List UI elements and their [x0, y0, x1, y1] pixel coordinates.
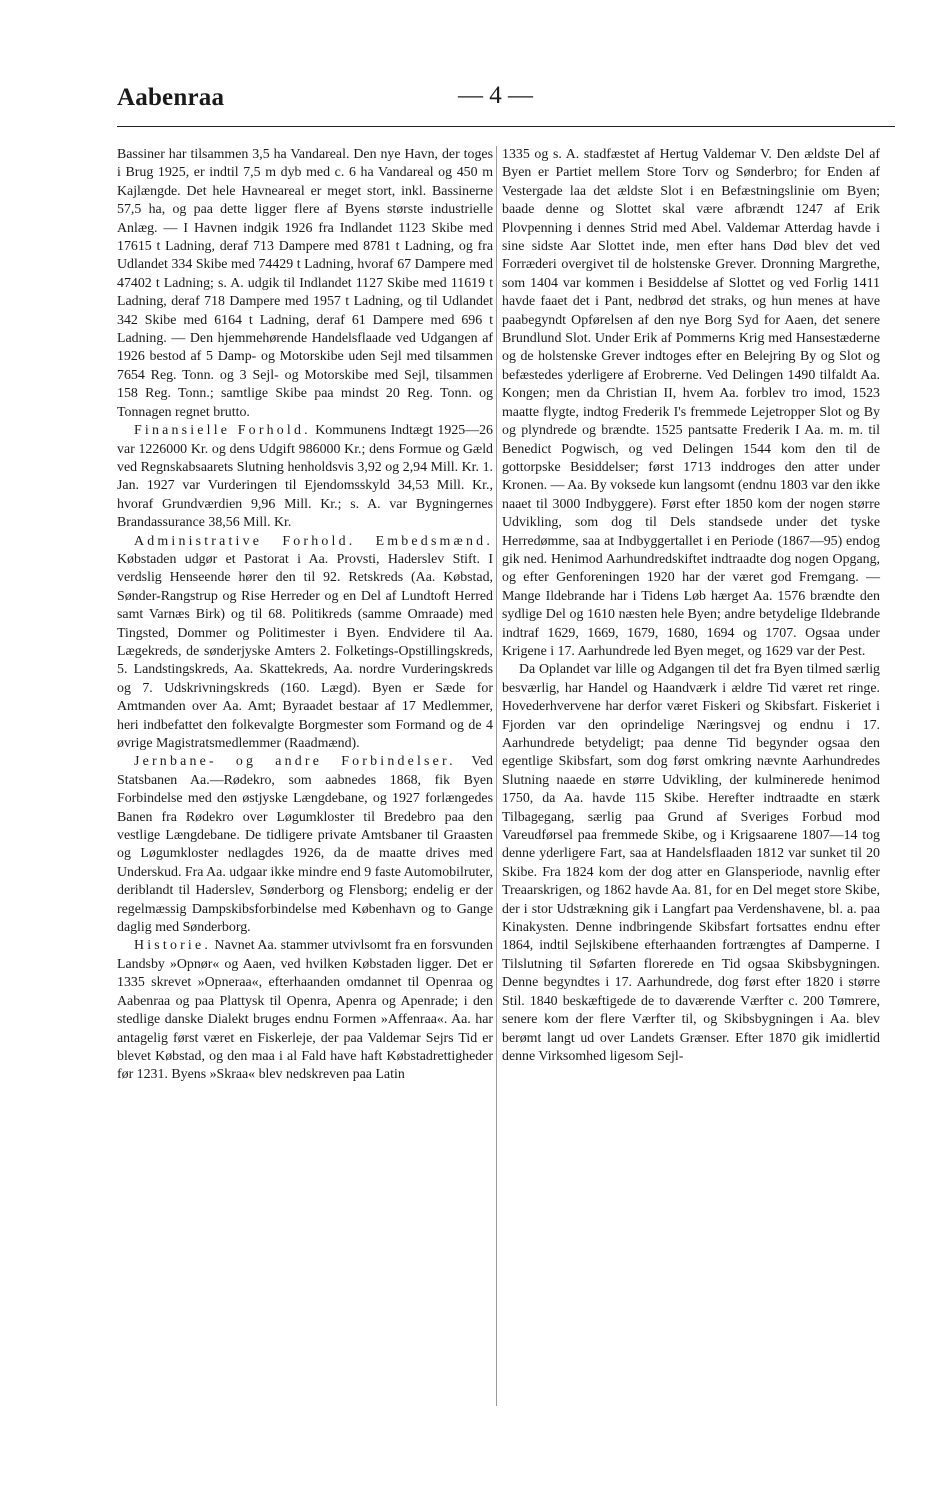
paragraph-trade: Da Oplandet var lille og Adgangen til det fra Byen tilmed særlig besværlig, har Handel og Haandværk i ældre Tid været ret ringe. Hovederhvervene har derfor været Fiskeri og Skibsfart. Fiskeriet i Fjorden var den oprindelige Næringsvej og endnu i 17. Aarhundrede betydeligt; paa denne Tid begynder ogsaa den egentlige Skibsfart, som dog først omkring nævnte Aarhundredes Slutning naaede en større Udvikling, der kulminerede henimod 1750, da Aa. havde 115 Skibe. Herefter indtraadte en stærk Tilbagegang, særlig paa Grund af Sveriges Forbud mod Vareudførsel paa fremmede Skibe, og i Krigsaarene 1807—14 tog denne yderligere Fart, saa at Handelsflaaden 1812 var sunket til 20 Skibe. Fra 1824 kom der dog atter en Glansperiode, navnlig efter Treaarskrigen, og 1862 havde Aa. 81, for en Del meget store Skibe, der i stor Udstrækning gik i Langfart paa Verdenshavene, bl. a. paa Kinakysten. Denne indbringende Skibsfart fortsattes endnu efter 1864, indtil Sejlskibene efterhaanden fortrængtes af Damperne. I Tilslutning til Søfarten florerede en Tid ogsaa Skibsbygningen. Denne begyndtes i 17. Aarhundrede, dog først efter 1820 i større Stil. 1840 beskæftigede de to daværende Værfter c. 200 Tømrere, senere kom der flere Værfter til, og Skibsbygningen i Aa. blev berømt langt ud over Landets Grænser. Efter 1870 gik imidlertid denne Virksomhed ligesom Sejl-: [502, 662, 880, 1064]
section-lead: Historie.: [134, 938, 212, 954]
left-column: [117, 146, 493, 1085]
section-lead: Administrative Forhold. Embedsmænd.: [134, 533, 493, 549]
column-divider: [496, 146, 497, 1406]
paragraph-history: Historie. Navnet Aa. stammer utvivlsomt fra en forsvunden Landsby »Opnør« og Aaen, ved hvilken Købstaden ligger. Det er 1335 skrevet »Opneraa«, efterhaanden omdannet til Openraa og Aabenraa og paa Plattysk til Openra, Apenra og Apenrade; i den stedlige danske Dialekt bruges endnu Formen »Affenraa«. Aa. har antagelig først været en Fiskerleje, der paa Valdemar Sejrs Tid er blevet Købstad, og den maa i al Fald have haft Købstadrettigheder før 1231. Byens »Skraa« blev nedskreven paa Latin: [117, 938, 493, 1083]
page-number: — 4 —: [458, 82, 533, 109]
section-lead: Finansielle Forhold.: [134, 423, 311, 439]
running-header: [117, 84, 895, 124]
paragraph-railway: Jernbane- og andre Forbindelser. Ved Statsbanen Aa.—Rødekro, som aabnedes 1868, fik Byen Forbindelse med den østjyske Længdebane, og 1927 forlængedes Banen fra Rødekro over Løgumkloster til Bredebro paa den vestlige Længdebane. De tidligere private Amtsbaner til Graasten og Løgumkloster nedlagdes 1926, da de maatte drives med Underskud. Fra Aa. udgaar ikke mindre end 9 faste Automobilruter, deriblandt til Haderslev, Sønderborg og Flensborg; endelig er der regelmæssig Dampskibsforbindelse med København og to Gange daglig med Sønderborg.: [117, 754, 493, 936]
paragraph-harbour: Bassiner har tilsammen 3,5 ha Vandareal. Den nye Havn, der toges i Brug 1925, er indtil 7,5 m dyb med c. 6 ha Vandareal og 450 m Kajlængde. Det hele Havneareal er meget stort, inkl. Bassinerne 57,5 ha, og paa dette ligger flere af Byens største industrielle Anlæg. — I Havnen indgik 1926 fra Indlandet 1123 Skibe med 17615 t Ladning, deraf 713 Dampere med 8781 t Ladning, og fra Udlandet 334 Skibe med 74429 t Ladning, hvoraf 67 Dampere med 47402 t Ladning; s. A. udgik til Indlandet 1127 Skibe med 11619 t Ladning, deraf 718 Dampere med 1957 t Ladning, og til Udlandet 342 Skibe med 6164 t Ladning, deraf 61 Dampere med 696 t Ladning. — Den hjemmehørende Handelsflaade ved Udgangen af 1926 bestod af 5 Damp- og Motorskibe uden Sejl med tilsammen 7654 Reg. Tonn. og 3 Sejl- og Motorskibe med Sejl, tilsammen 158 Reg. Tonn.; samtlige Skibe paa mindst 20 Reg. Tonn. og Tonnagen regnet brutto.: [117, 147, 493, 420]
paragraph-administration: Administrative Forhold. Embedsmænd. Købstaden udgør et Pastorat i Aa. Provsti, Haderslev Stift. I verdslig Henseende hører den til 92. Retskreds (Aa. Købstad, Sønder-Rangstrup og Rise Herreder og en Del af Lundtoft Herred samt Varnæs Birk) og til 68. Politikreds (samme Omraade) med Tingsted, Dommer og Politimester i Byen. Endvidere til Aa. Lægekreds, de sønderjyske Amters 2. Folketings-Opstillingskreds, 5. Landstingskreds, Aa. Skattekreds, Aa. nordre Vurderingskreds og 7. Udskrivningskreds (160. Lægd). Byen er Sæde for Amtmanden over Aa. Amt; Byraadet bestaar af 17 Medlemmer, heri indbefattet den folkevalgte Borgmester som Formand og de 4 øvrige Magistratsmedlemmer (Raadmænd).: [117, 533, 493, 751]
header-title: Aabenraa: [117, 84, 225, 111]
section-lead: Jernbane- og andre Forbindelser.: [134, 754, 456, 770]
right-column: [502, 146, 880, 1066]
paragraph-history-cont: 1335 og s. A. stadfæstet af Hertug Valdemar V. Den ældste Del af Byen er Partiet mellem Store Torv og Sønderbro; for Enden af Vestergade laa det ældste Slot i en Befæstningslinie om Byen; baade denne og Slottet skal være afbrændt 1247 af Erik Plovpenning i dennes Strid med Abel. Valdemar Atterdag havde i sine sidste Aar Slottet inde, men efter hans Død blev det ved Forræderi overgivet til de holstenske Grever. Dronning Margrethe, som 1404 var kommen i Besiddelse af Slottet og ved Forlig 1411 havde faaet det i Pant, nedbrød det straks, og hun menes at have paabegyndt Opførelsen af den nye Borg Syd for Aaen, det senere Brundlund Slot. Under Erik af Pommerns Krig med Hansestæderne og de holstenske Grever indtoges efter en Belejring By og Slot og befæstedes yderligere af Erobrerne. Ved Delingen 1490 tilfaldt Aa. Kongen; men da Christian II, hvem Aa. forblev tro imod, 1523 maatte flygte, indtog Frederik I's fremmede Lejetropper Slot og By og plyndrede og brændte. 1525 pantsatte Frederik I Aa. m. m. til Benedict Pogwisch, og ved Delingen 1544 kom den til de gottorpske Besiddelser; først 1713 inddroges den atter under Kronen. — Aa. By voksede kun langsomt (endnu 1803 var den ikke naaet til 3000 Indbyggere). Først efter 1850 kom der nogen større Udvikling, som dog til Dels standsede under det tyske Herredømme, saa at Indbyggertallet i en Periode (1867—95) endog gik ned. Henimod Aarhundredskiftet indtraadte dog nogen Opgang, og efter Genforeningen 1920 har der været god Fremgang. — Mange Ildebrande har i Tidens Løb hærget Aa. 1576 brændte den sydlige Del og 1610 næsten hele Byen; andre betydelige Ildebrande indtraf 1629, 1669, 1679, 1680, 1694 og 1707. Ogsaa under Krigene i 17. Aarhundrede led Byen meget, og 1629 var der Pest.: [502, 147, 880, 659]
header-rule: [117, 126, 895, 127]
paragraph-finance: Finansielle Forhold. Kommunens Indtægt 1925—26 var 1226000 Kr. og dens Udgift 986000 Kr.; dens Formue og Gæld ved Regnskabsaarets Slutning henholdsvis 3,92 og 2,94 Mill. Kr. 1. Jan. 1927 var Vurderingen til Ejendomsskyld 34,53 Mill. Kr., hvoraf Grundværdien 9,96 Mill. Kr.; s. A. var Bygningernes Brandassurance 38,56 Mill. Kr.: [117, 423, 493, 531]
